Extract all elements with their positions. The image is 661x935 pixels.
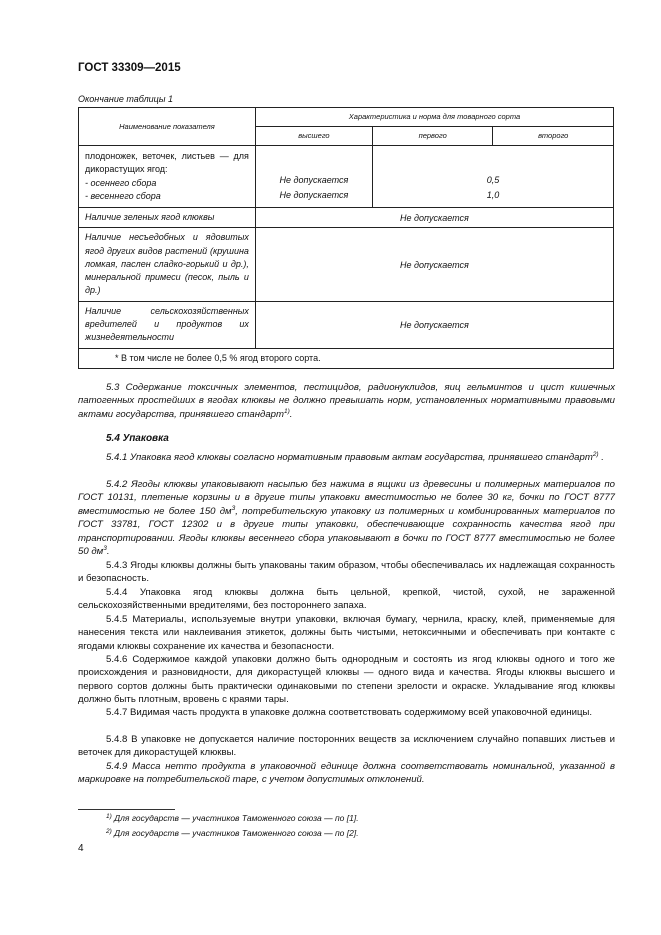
table-row <box>79 301 614 348</box>
standard-header: ГОСТ 33309—2015 <box>78 62 181 74</box>
table-footnote-row <box>79 348 614 368</box>
footnote-2-text: Для государств — участников Таможенного союза — по [2]. <box>114 828 359 838</box>
table-caption: Окончание таблицы 1 <box>78 94 173 104</box>
col-indicator-header: Наименование показателя <box>79 108 256 146</box>
paragraph-5-4-3: 5.4.3 Ягоды клюквы должны быть упакованы таким образом, чтобы обеспечивалась их надлежащая сохранность и безопасность. <box>78 560 615 585</box>
grade-header-first: первого <box>372 127 493 146</box>
paragraph-5-4-8: 5.4.8 В упаковке не допускается наличие посторонних веществ за исключением случайно попавших листьев и веточек для дикорастущей клюквы. <box>78 734 615 759</box>
row1-label <box>79 146 256 208</box>
row4-value: Не допускается <box>255 301 613 348</box>
row1-other-autumn: 0,5 <box>486 175 500 185</box>
footnote-ref-2: 2) <box>592 451 599 458</box>
row1-top-spring: Не допускается <box>279 189 349 200</box>
footnote-2-mark: 2) <box>106 828 112 835</box>
row4-label: Наличие сельскохозяйственных вредителей и продуктов их жизнедеятельности <box>79 301 256 348</box>
footnote-2 <box>106 828 359 838</box>
table-row <box>79 228 614 301</box>
row2-label: Наличие зеленых ягод клюквы <box>79 208 256 228</box>
quality-table <box>78 107 614 369</box>
paragraph-5-4-7: 5.4.7 Видимая часть продукта в упаковке должна соответствовать содержимому всей упаковочной единицы. <box>106 707 593 718</box>
section-heading-5-4: 5.4 Упаковка <box>106 433 169 444</box>
table-row <box>79 146 614 208</box>
paragraph-5-4-6: 5.4.6 Содержимое каждой упаковки должно быть однородным и состоять из ягод клюквы одного и того же происхождения и разновидности, для дикорастущей клюквы — одного вида и качества. Ягоды клюквы высшего и первого сортов должны быть практически одинаковыми по степени зрелости и окраске. Укладывание ягод клюквы должно быть плотным, вровень с краями тары. <box>78 654 615 706</box>
footnote-separator <box>78 809 175 810</box>
paragraph-5-4-1: 5.4.1 Упаковка ягод клюквы согласно нормативным правовым актам государства, принявшего стандарт$^{2)}$ . <box>106 451 604 463</box>
row1-other-grades <box>372 146 613 208</box>
unit-superscript: 3 <box>103 545 107 553</box>
row1-label-text: плодоножек, веточек, листьев — для дикорастущих ягод: <box>85 150 249 175</box>
row1-sub-spring: - весеннего сбора <box>85 190 161 201</box>
table-footnote: * В том числе не более 0,5 % ягод второго сорта. <box>79 348 614 368</box>
row3-value: Не допускается <box>255 228 613 301</box>
paragraph-5-3: 5.3 Содержание токсичных элементов, пестицидов, радионуклидов, яиц гельминтов и цист кишечных патогенных простейших в ягодах клюквы не должно превышать норм, установленных нормативными правовыми актами государства, принявшего стандарт$^{1)}$. <box>78 382 615 420</box>
table-row <box>79 208 614 228</box>
row1-other-spring: 1,0 <box>486 189 500 200</box>
paragraph-5-4-2-text-b: , потребительскую упаковку из полимерных и комбинированных материалов по ГОСТ 33781, ГОСТ 12302 и в другие типы упаковки, обеспечивающие сохранность качества ягод при транспортировании. Ягоды клюквы весеннего сбора упаковывают в бочки по ГОСТ 8777 вместимостью не более 50 дм <box>78 505 615 558</box>
footnote-1-text: Для государств — участников Таможенного союза — по [1]. <box>114 813 359 823</box>
row2-value: Не допускается <box>255 208 613 228</box>
paragraph-5-4-5: 5.4.5 Материалы, используемые внутри упаковки, включая бумагу, чернила, краску, клей, применяемые для нанесения текста или наклеивания этикеток, должны быть чистыми, нетоксичными и обеспечивать при контакте с ягодами клюквы сохранение их качества и безопасности. <box>78 614 615 652</box>
row1-top-autumn: Не допускается <box>279 175 349 185</box>
paragraph-5-4-4: 5.4.4 Упаковка ягод клюквы должна быть цельной, крепкой, чистой, сухой, не зараженной сельскохозяйственными вредителями, без постороннего запаха. <box>78 587 615 612</box>
page-number: 4 <box>78 843 84 854</box>
footnote-1-mark: 1) <box>106 813 112 820</box>
grade-header-top: высшего <box>255 127 372 146</box>
unit-superscript: 3 <box>231 504 236 512</box>
paragraph-5-4-9: 5.4.9 Масса нетто продукта в упаковочной единице должна соответствовать номинальной, указанной в маркировке на потребительской таре, с учетом допустимых отклонений. <box>78 761 615 786</box>
paragraph-5-4-2: 5.4.2 Ягоды клюквы упаковывают насыпью без нажима в ящики из древесины и полимерных материалов по ГОСТ 10131, плетеные корзины и в другие типы упаковки вместимостью не более 30 кг, бочки по ГОСТ 8777 вместимостью не более 150 $дм^3$, потребительскую упаковку из полимерных и комбинированных материалов по ГОСТ 33781, ГОСТ 12302 и в другие типы упаковки, обеспечивающие сохранность качества ягод при транспортировании. Ягоды клюквы весеннего сбора упаковывают в бочки по ГОСТ 8777 вместимостью не более 50 $дм^3$. <box>78 479 615 558</box>
row3-label: Наличие несъедобных и ядовитых ягод других видов растений (крушина ломкая, паслен сладко-горький и др.), минеральной примеси (песок, пыль и др.) <box>79 228 256 301</box>
col-group-header: Характеристика и норма для товарного сорта <box>255 108 613 127</box>
row1-sub-autumn: - осеннего сбора <box>85 177 157 188</box>
row1-top-grade <box>255 146 372 208</box>
paragraph-5-3-text: 5.3 Содержание токсичных элементов, пестицидов, радионуклидов, яиц гельминтов и цист кишечных патогенных простейших в ягодах клюквы не должно превышать норм, установленных нормативными правовыми актами государства, принявшего стандарт <box>78 382 615 420</box>
paragraph-5-4-1-text: 5.4.1 Упаковка ягод клюквы согласно нормативным правовым актам государства, принявшего стандарт <box>106 452 593 463</box>
grade-header-second: второго <box>493 127 614 146</box>
paragraph-5-4-2-text-a: 5.4.2 Ягоды клюквы упаковывают насыпью без нажима в ящики из древесины и полимерных материалов по ГОСТ 10131, плетеные корзины и в другие типы упаковки вместимостью не более 30 кг, бочки по ГОСТ 8777 вместимостью не более 150 дм <box>78 479 615 517</box>
footnote-ref-1: 1) <box>284 407 290 415</box>
footnote-1 <box>106 813 359 823</box>
